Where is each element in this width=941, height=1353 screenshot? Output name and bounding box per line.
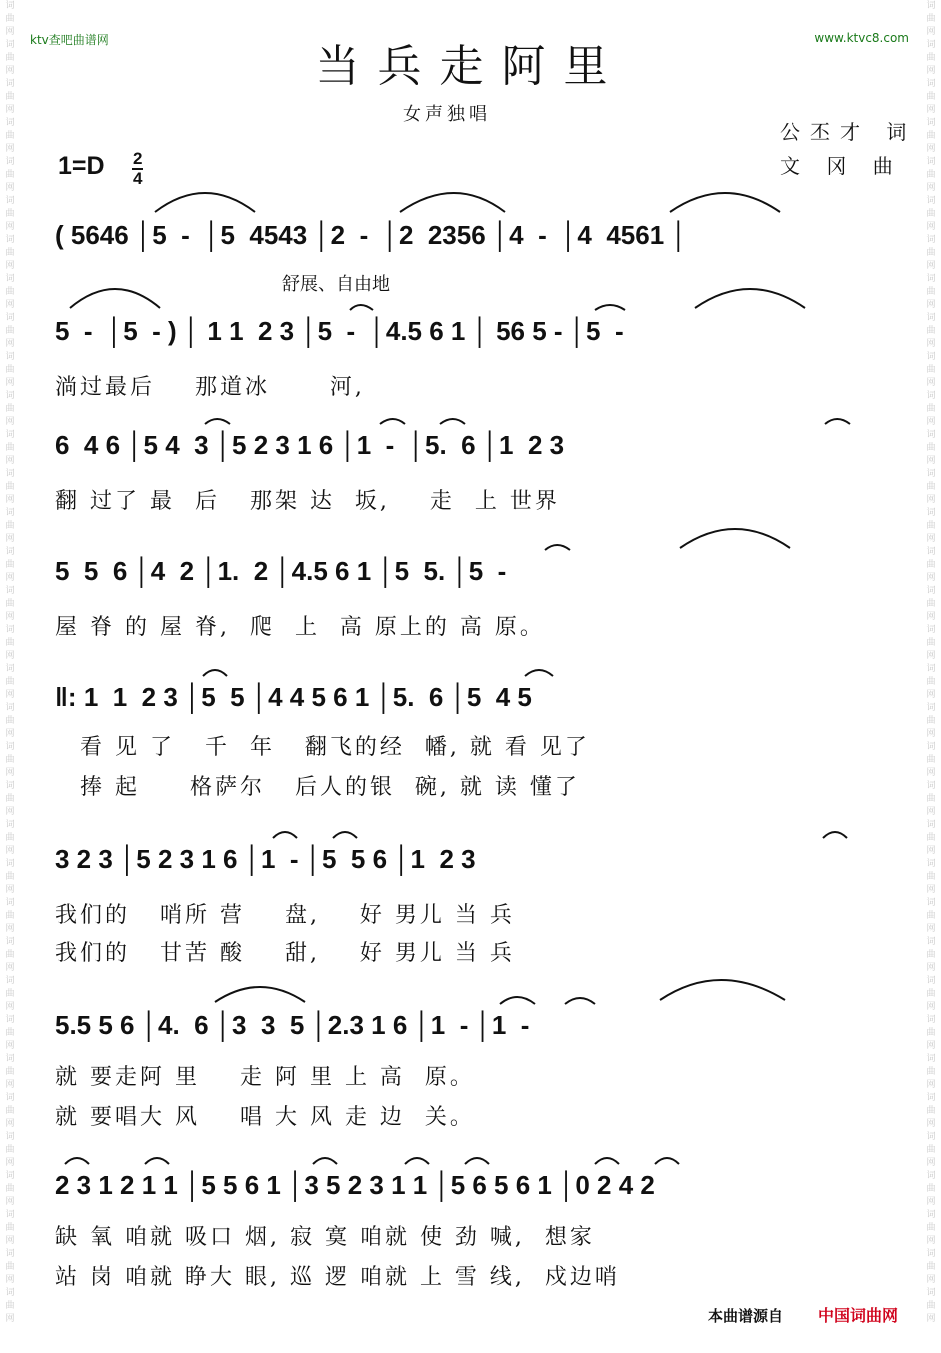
key-signature: 1=D [58, 152, 105, 180]
notation-line: ( 5646 │5 - │5 4543 │2 - │2 2356 │4 - │4 4561 │ [55, 220, 688, 250]
lyric-line: 就 要走阿 里 走 阿 里 上 高 原。 [55, 1065, 475, 1090]
lyric-line: 就 要唱大 风 唱 大 风 走 边 关。 [55, 1105, 475, 1130]
watermark-right-strip: 词 曲 网 词 曲 网 词 曲 网 词 曲 网 词 曲 网 词 曲 网 词 曲 网 词 曲 网 词 曲 网 词 曲 网 词 曲 网 词 曲 网 词 曲 网 词 曲 网 词 曲 网 词 曲 网 词 曲 网 词 曲 网 词 曲 网 词 曲 网 词 曲 网 词 曲 网 词 曲 网 词 曲 网 词 曲 网 词 曲 网 词 曲 网 词 曲 网 词 曲 网 词 曲 网 词 曲 网 词 曲 网 词 曲 网 词 曲 网 [926, 1, 936, 1324]
notation-line: 6 4 6 │5 4 3 │5 2 3 1 6 │1 - │5. 6 │1 2 3 [55, 430, 565, 460]
lyric-line: 缺 氧 咱就 吸口 烟, 寂 寞 咱就 使 劲 喊, 想家 [55, 1225, 595, 1250]
slur-marks [55, 192, 900, 222]
source-brand-link[interactable]: 中国词曲网 [818, 1306, 899, 1325]
notation-line: 5 5 6 │4 2 │1. 2 │4.5 6 1 │5 5. │5 - [55, 556, 507, 586]
performance-direction: 舒展、自由地 [282, 274, 390, 295]
notation-line: 2 3 1 2 1 1 │5 5 6 1 │3 5 2 3 1 1 │5 6 5 6 1 │0 2 4 2 [55, 1170, 655, 1200]
lyricist-credit: 公丕才 词 [780, 120, 917, 144]
slur-marks [55, 654, 900, 684]
lyric-line: 屋 脊 的 屋 脊, 爬 上 高 原上的 高 原。 [55, 615, 545, 640]
slur-marks [55, 402, 900, 432]
source-label: 本曲谱源自 [708, 1307, 784, 1325]
slur-marks [55, 982, 900, 1012]
notation-line: 5.5 5 6 │4. 6 │3 3 5 │2.3 1 6 │1 - │1 - [55, 1010, 530, 1040]
site-link-left[interactable]: ktv查吧曲谱网 [30, 33, 109, 47]
slur-marks [55, 1142, 900, 1172]
slur-marks [55, 288, 900, 318]
lyric-line: 看 见 了 千 年 翻飞的经 幡, 就 看 见了 [80, 735, 590, 760]
lyric-line: 捧 起 格萨尔 后人的银 碗, 就 读 懂了 [80, 775, 580, 800]
time-signature-denominator: 4 [133, 169, 143, 188]
lyric-line: 翻 过了 最 后 那架 达 坂, 走 上 世界 [55, 489, 560, 514]
notation-line: 3 2 3 │5 2 3 1 6 │1 - │5 5 6 │1 2 3 [55, 844, 476, 874]
notation-line: ‖: 1 1 2 3 │5 5 │4 4 5 6 1 │5. 6 │5 4 5 [55, 682, 532, 712]
slur-marks [55, 816, 900, 846]
lyric-line: 我们的 哨所 营 盘, 好 男儿 当 兵 [55, 903, 515, 928]
song-subtitle: 女声独唱 [403, 104, 491, 125]
slur-marks [55, 528, 900, 558]
lyric-line: 淌过最后 那道冰 河, [55, 375, 365, 400]
notation-line: 5 - │5 - ) │ 1 1 2 3 │5 - │4.5 6 1 │ 56 5 - │5 - [55, 316, 624, 346]
time-signature [132, 150, 143, 188]
composer-credit: 文 冈 曲 [780, 154, 903, 178]
lyric-line: 我们的 甘苦 酸 甜, 好 男儿 当 兵 [55, 941, 515, 966]
watermark-left-strip: 词 曲 网 词 曲 网 词 曲 网 词 曲 网 词 曲 网 词 曲 网 词 曲 网 词 曲 网 词 曲 网 词 曲 网 词 曲 网 词 曲 网 词 曲 网 词 曲 网 词 曲 网 词 曲 网 词 曲 网 词 曲 网 词 曲 网 词 曲 网 词 曲 网 词 曲 网 词 曲 网 词 曲 网 词 曲 网 词 曲 网 词 曲 网 词 曲 网 词 曲 网 词 曲 网 词 曲 网 词 曲 网 词 曲 网 词 曲 网 [5, 1, 15, 1324]
site-link-right[interactable]: www.ktvc8.com [814, 31, 909, 45]
time-signature-numerator: 2 [133, 149, 143, 168]
song-title: 当兵走阿里 [315, 41, 626, 92]
lyric-line: 站 岗 咱就 睁大 眼, 巡 逻 咱就 上 雪 线, 戍边哨 [55, 1265, 620, 1290]
